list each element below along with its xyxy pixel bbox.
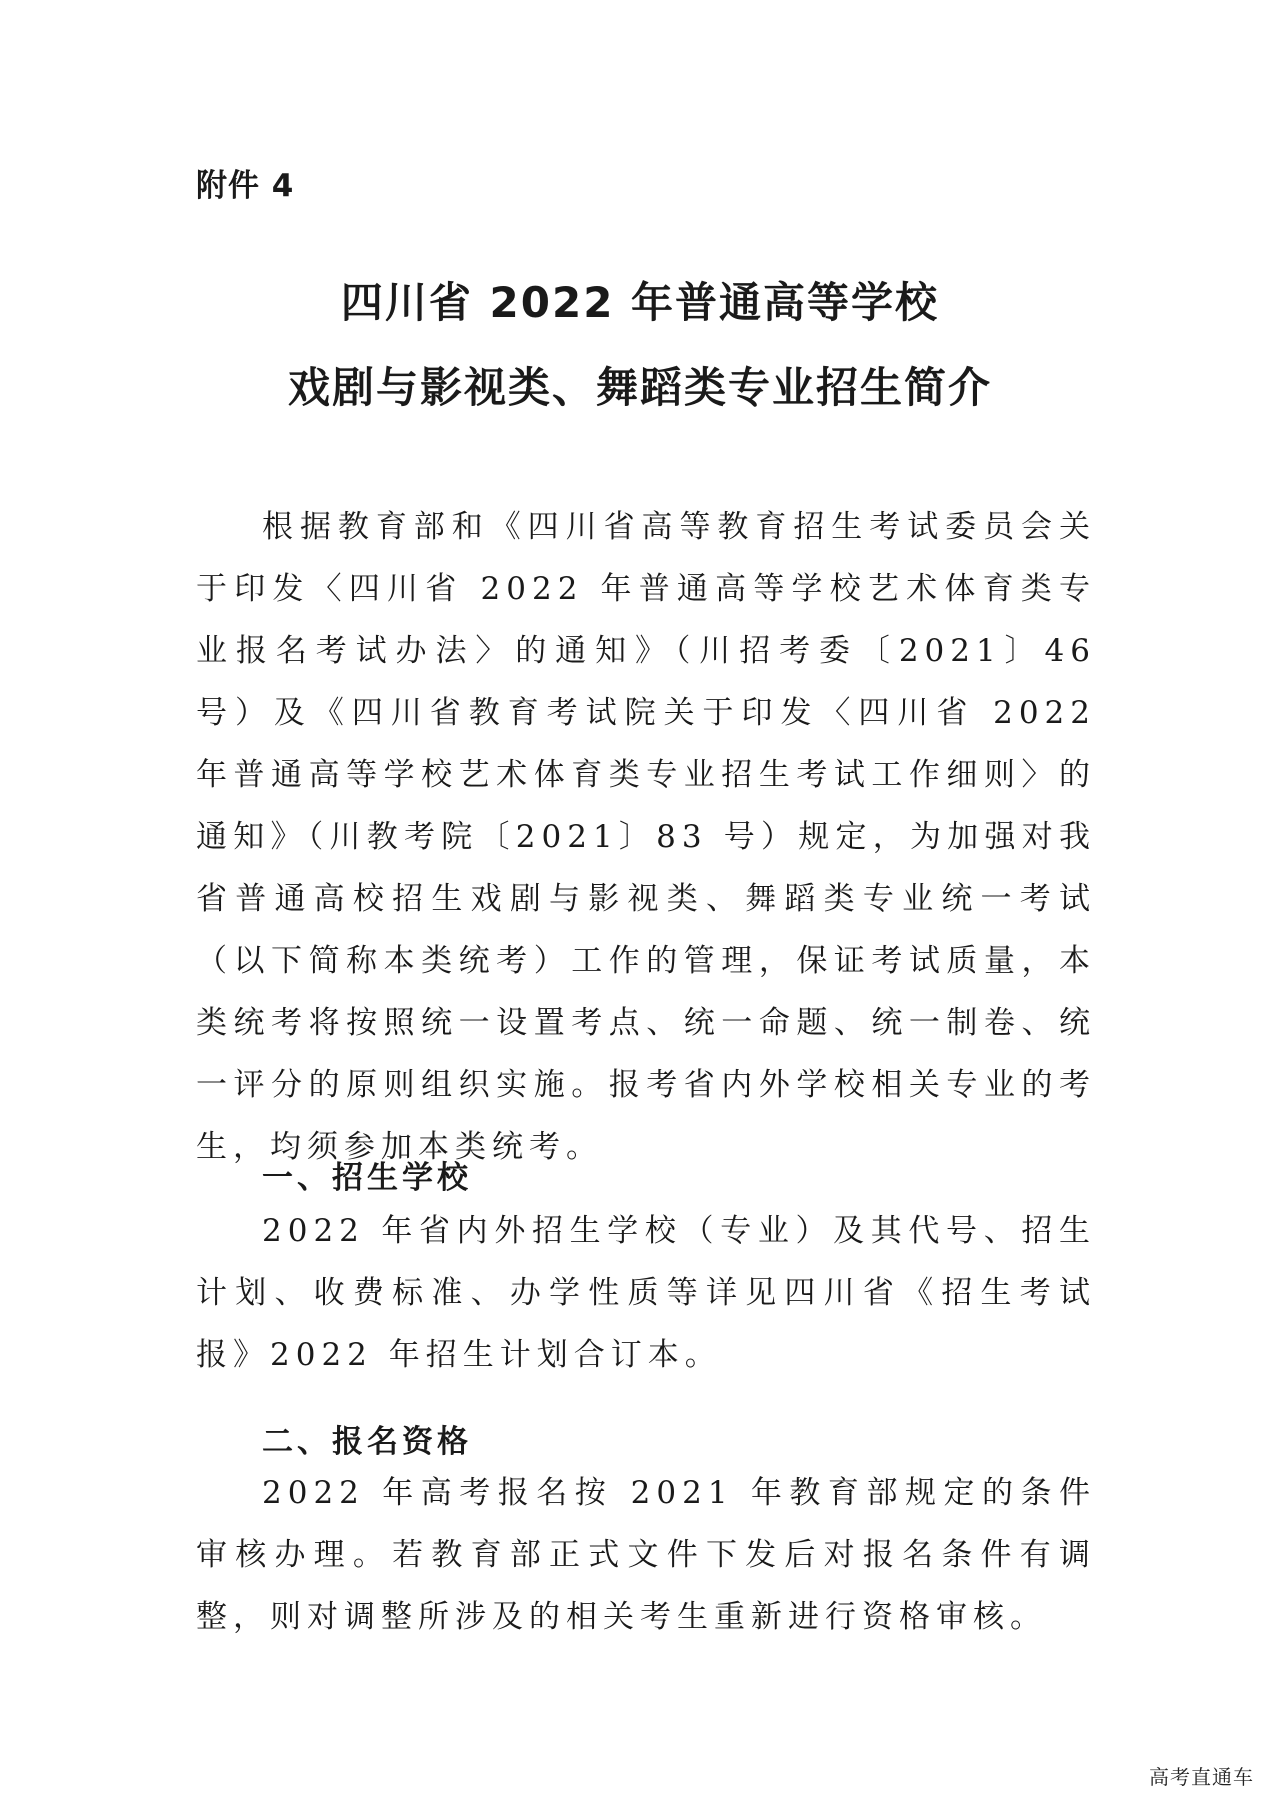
- section-paragraph-block: [196, 1200, 1096, 1386]
- watermark: 高考直通车: [1149, 1765, 1254, 1789]
- intro-paragraph-block: [196, 496, 1096, 1178]
- section-paragraph-block: [196, 1462, 1096, 1648]
- section-paragraph-registration-eligibility: 2022 年高考报名按 2021 年教育部规定的条件审核办理。若教育部正式文件下发后对报名条件有调整，则对调整所涉及的相关考生重新进行资格审核。: [196, 1475, 1096, 1635]
- document-title-line-2: 戏剧与影视类、舞蹈类专业招生简介: [287, 363, 992, 412]
- section-heading-admission-schools: 一、招生学校: [262, 1160, 472, 1196]
- intro-paragraph: 根据教育部和《四川省高等教育招生考试委员会关于印发〈四川省 2022 年普通高等学校艺术体育类专业报名考试办法〉的通知》（川招考委〔2021〕46 号）及《四川省教育考试院关于印发〈四川省 2022 年普通高等学校艺术体育类专业招生考试工作细则〉的通知》（川教考院〔2021〕83 号）规定，为加强对我省普通高校招生戏剧与影视类、舞蹈类专业统一考试（以下简称本类统考）工作的管理，保证考试质量，本类统考将按照统一设置考点、统一命题、统一制卷、统一评分的原则组织实施。报考省内外学校相关专业的考生，均须参加本类统考。: [196, 509, 1096, 1165]
- section-heading-registration-eligibility: 二、报名资格: [262, 1424, 472, 1460]
- section-paragraph-admission-schools: 2022 年省内外招生学校（专业）及其代号、招生计划、收费标准、办学性质等详见四川省《招生考试报》2022 年招生计划合订本。: [196, 1213, 1096, 1373]
- attachment-label: 附件 4: [196, 168, 295, 204]
- document-title-line-1: 四川省 2022 年普通高等学校: [340, 278, 940, 327]
